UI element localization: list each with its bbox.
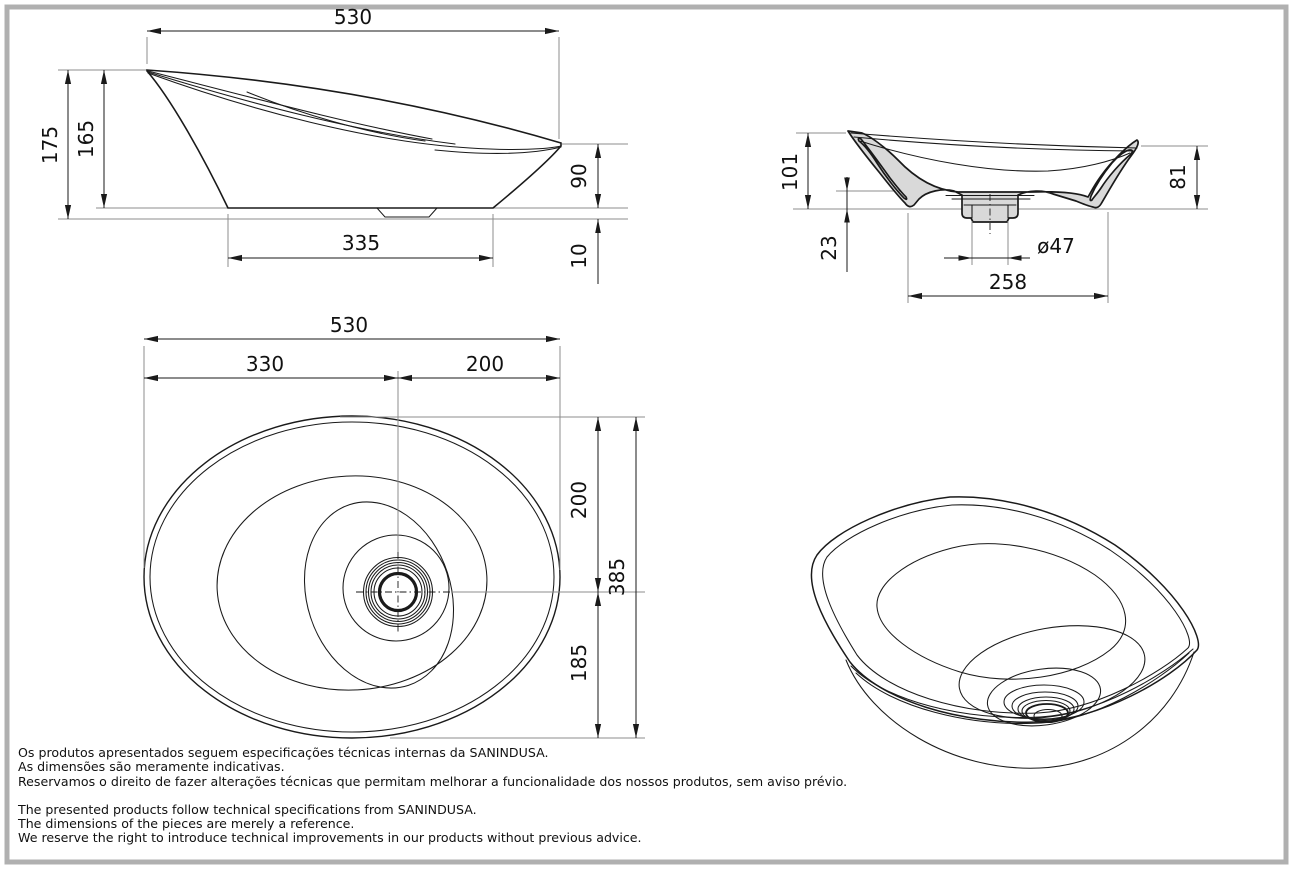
dim-label-plan-530: 530 xyxy=(329,313,369,337)
dim-label-175: 175 xyxy=(38,125,62,165)
basin-rim-near-edge xyxy=(148,73,561,149)
basin-rim-branch-curve xyxy=(247,92,425,141)
dim-arrow-o47-left xyxy=(959,255,973,261)
dim-label-101: 101 xyxy=(778,152,802,192)
section-cut-material xyxy=(848,131,1138,222)
dim-label-23: 23 xyxy=(817,235,841,261)
perspective-view xyxy=(811,497,1198,768)
dim-label-335: 335 xyxy=(341,231,381,255)
dim-arrow-10-up xyxy=(595,219,601,233)
dim-label-200-h: 200 xyxy=(465,352,505,376)
note-en-line1: The presented products follow technical specifications from SANINDUSA. xyxy=(18,801,477,817)
dim-label-258: 258 xyxy=(988,270,1028,294)
dim-label-385: 385 xyxy=(605,557,629,597)
plan-inner-rim xyxy=(150,422,554,732)
dim-label-185: 185 xyxy=(567,643,591,683)
dim-arrow-23-up xyxy=(844,209,850,223)
dim-label-165: 165 xyxy=(74,119,98,159)
dim-arrow-23-down xyxy=(844,178,850,192)
dim-label-side-530: 530 xyxy=(333,5,373,29)
section-rim-inner-line xyxy=(854,137,1134,151)
disclaimer-notes xyxy=(18,746,1218,860)
plan-drain-centerlines xyxy=(356,552,452,634)
perspective-bowl-contour-1 xyxy=(877,544,1126,679)
basin-rim-underside xyxy=(435,147,561,153)
dim-label-o47: ø47 xyxy=(1037,234,1075,258)
plan-bowl-contour-3 xyxy=(343,535,449,641)
dim-label-81: 81 xyxy=(1166,164,1190,190)
note-en-line2: The dimensions of the pieces are merely a reference. xyxy=(18,816,355,832)
dim-label-200-v: 200 xyxy=(567,480,591,520)
dim-label-10: 10 xyxy=(567,243,591,269)
note-pt-line2: As dimensões são meramente indicativas. xyxy=(18,759,285,775)
side-elevation-view xyxy=(38,5,628,284)
basin-rim-curve-3 xyxy=(148,71,432,139)
sheet-border xyxy=(7,7,1286,862)
notes-english xyxy=(18,803,1218,846)
perspective-rim-band-1 xyxy=(851,649,1193,718)
cross-section-view xyxy=(778,131,1208,303)
basin-base-recess xyxy=(377,208,437,217)
note-pt-line1: Os produtos apresentados seguem especificações técnicas internas da SANINDUSA. xyxy=(18,745,549,760)
perspective-bowl-contour-2 xyxy=(952,612,1152,731)
note-pt-line3: Reservamos o direito de fazer alterações técnicas que permitam melhorar a funcionalidade dos nossos produtos, sem aviso prévio. xyxy=(18,773,848,789)
dim-label-330: 330 xyxy=(245,352,285,376)
plan-view xyxy=(144,313,645,738)
basin-side-outline xyxy=(147,70,561,208)
dim-arrow-o47-right xyxy=(1008,255,1022,261)
notes-portuguese xyxy=(18,746,1218,789)
note-en-line3: We reserve the right to introduce technical improvements in our products without previous advice. xyxy=(18,830,642,846)
dim-label-90: 90 xyxy=(567,163,591,189)
